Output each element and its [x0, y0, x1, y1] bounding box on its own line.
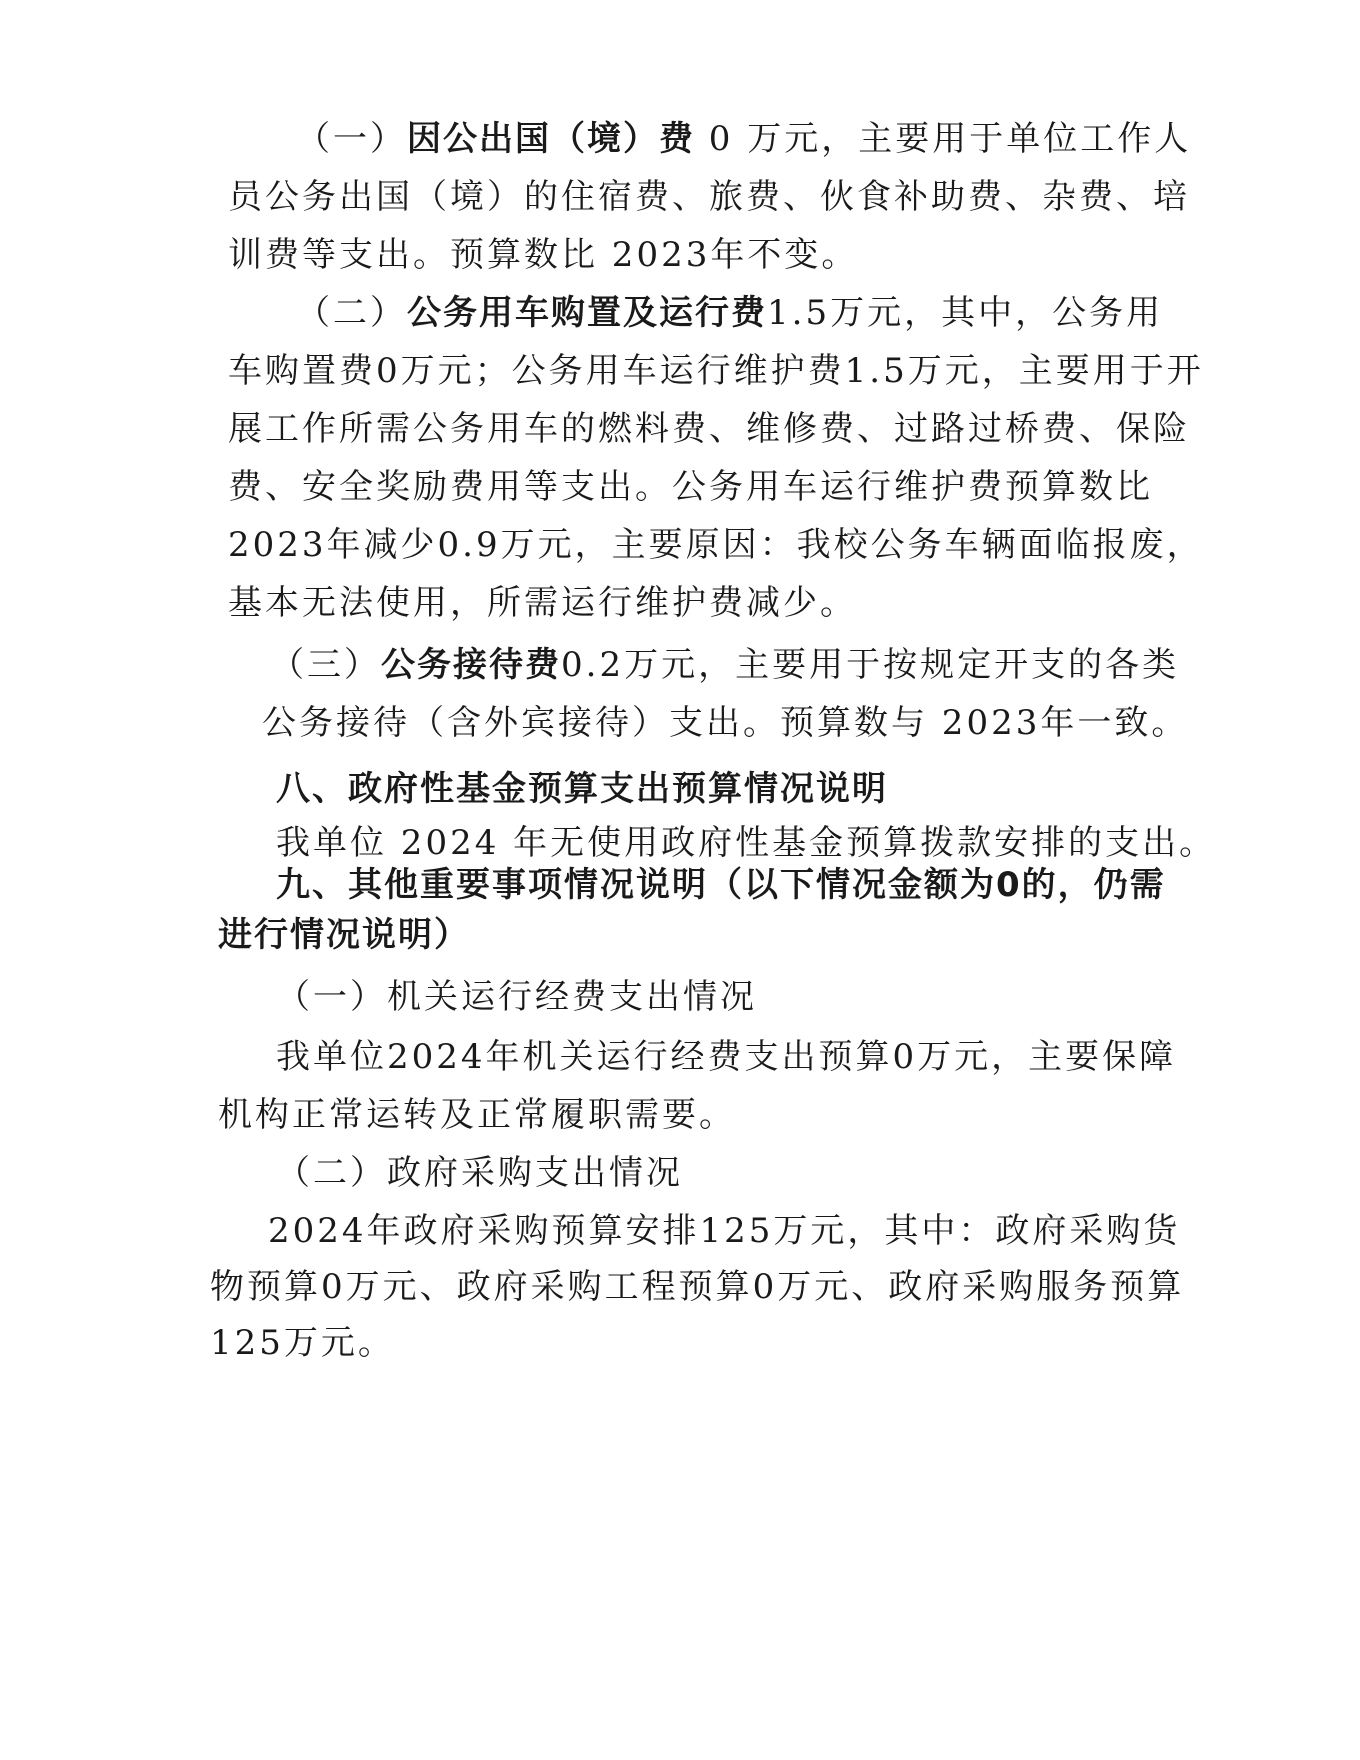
section-title: 因公出国（境）费	[407, 119, 695, 159]
paragraph-vehicle-line-2: 车购置费0万元；公务用车运行维护费1.5万元，主要用于开	[228, 351, 1204, 391]
subheading-procurement: （二）政府采购支出情况	[276, 1153, 683, 1193]
paragraph-vehicle-line-3: 展工作所需公务用车的燃料费、维修费、过路过桥费、保险	[228, 409, 1190, 449]
paragraph-text: 1.5万元，其中，公务用	[767, 293, 1164, 333]
heading-other-matters-line-2: 进行情况说明）	[218, 915, 470, 955]
paragraph-reception-line-1	[270, 645, 1180, 685]
paragraph-reception-line-2: 公务接待（含外宾接待）支出。预算数与 2023年一致。	[262, 703, 1189, 743]
section-label: （三）	[270, 645, 381, 685]
paragraph-text: 0 万元，主要用于单位工作人	[695, 119, 1192, 159]
paragraph-vehicle-line-4: 费、安全奖励费用等支出。公务用车运行维护费预算数比	[228, 467, 1153, 507]
paragraph-operating-expenses-line-2: 机构正常运转及正常履职需要。	[218, 1095, 736, 1135]
paragraph-travel-abroad-line-3: 训费等支出。预算数比 2023年不变。	[228, 235, 859, 275]
heading-government-fund: 八、政府性基金预算支出预算情况说明	[276, 769, 888, 809]
paragraph-vehicle-line-1	[296, 293, 1164, 333]
paragraph-travel-abroad-line-2: 员公务出国（境）的住宿费、旅费、伙食补助费、杂费、培	[228, 177, 1190, 217]
paragraph-procurement-line-2: 物预算0万元、政府采购工程预算0万元、政府采购服务预算	[210, 1267, 1185, 1307]
paragraph-procurement-line-3: 125万元。	[210, 1323, 395, 1363]
subheading-operating-expenses: （一）机关运行经费支出情况	[276, 977, 757, 1017]
section-label: （一）	[296, 119, 407, 159]
paragraph-procurement-line-1: 2024年政府采购预算安排125万元，其中：政府采购货	[268, 1211, 1181, 1251]
paragraph-vehicle-line-6: 基本无法使用，所需运行维护费减少。	[228, 583, 857, 623]
paragraph-vehicle-line-5: 2023年减少0.9万元，主要原因：我校公务车辆面临报废，	[228, 525, 1204, 565]
paragraph-government-fund: 我单位 2024 年无使用政府性基金预算拨款安排的支出。	[276, 823, 1217, 863]
paragraph-operating-expenses-line-1: 我单位2024年机关运行经费支出预算0万元，主要保障	[276, 1037, 1177, 1077]
section-title: 公务用车购置及运行费	[407, 293, 767, 333]
section-title: 公务接待费	[381, 645, 561, 685]
section-label: （二）	[296, 293, 407, 333]
paragraph-text: 0.2万元，主要用于按规定开支的各类	[561, 645, 1180, 685]
heading-other-matters-line-1: 九、其他重要事项情况说明（以下情况金额为0的，仍需	[276, 865, 1166, 905]
paragraph-travel-abroad-line-1	[296, 119, 1192, 159]
